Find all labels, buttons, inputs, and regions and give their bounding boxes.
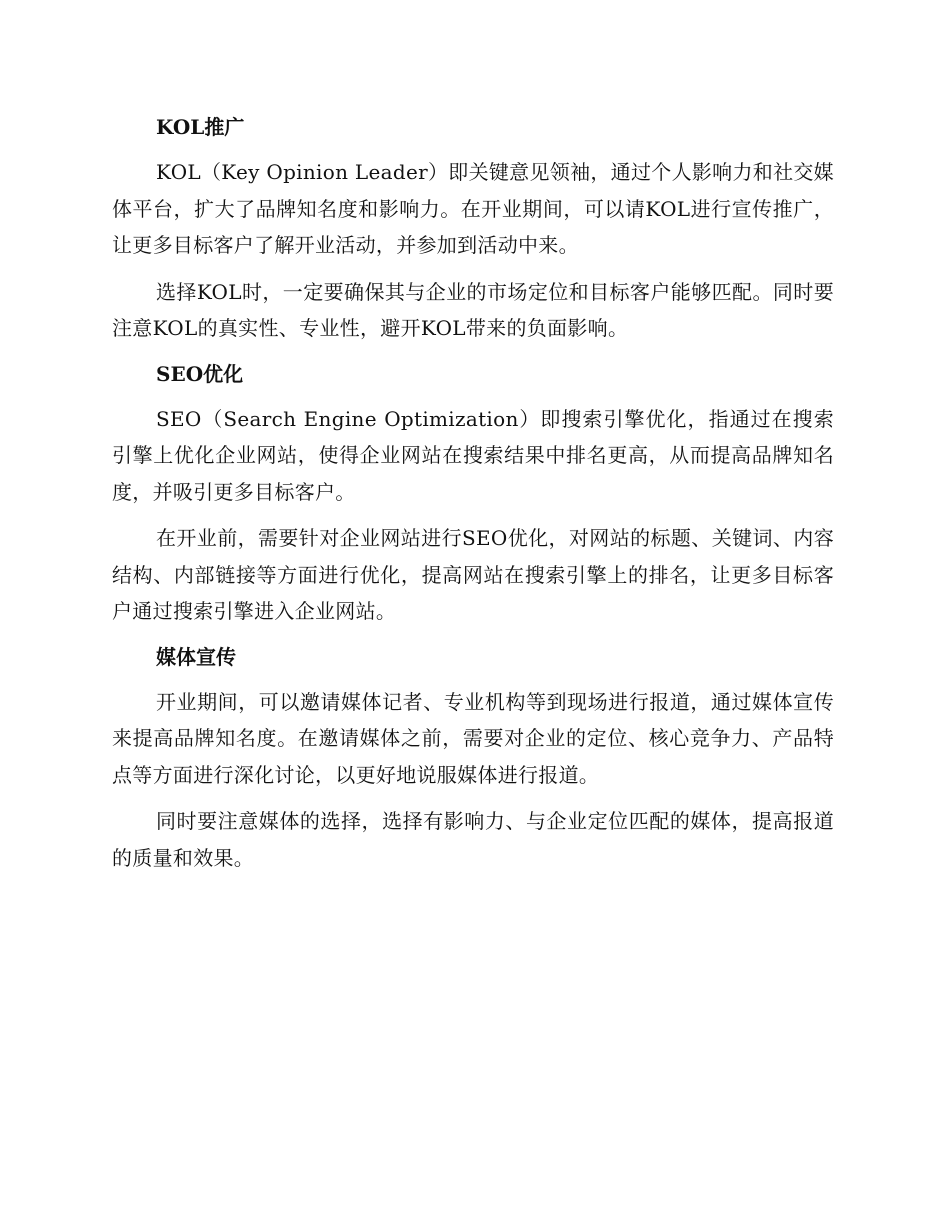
section-heading-kol: KOL推广 [156, 115, 245, 139]
paragraph: 选择KOL时，一定要确保其与企业的市场定位和目标客户能够匹配。同时要注意KOL的真实性、专业性，避开KOL带来的负面影响。 [112, 279, 834, 340]
paragraph: KOL（Key Opinion Leader）即关键意见领袖，通过个人影响力和社交媒体平台，扩大了品牌知名度和影响力。在开业期间，可以请KOL进行宣传推广，让更多目标客户了解开业活动，并参加到活动中来。 [112, 160, 834, 257]
section-heading-seo: SEO优化 [156, 361, 244, 386]
paragraph: 同时要注意媒体的选择，选择有影响力、与企业定位匹配的媒体，提高报道的质量和效果。 [112, 809, 834, 870]
section-heading-media: 媒体宣传 [156, 644, 236, 669]
document-body [112, 110, 834, 886]
paragraph: 在开业前，需要针对企业网站进行SEO优化，对网站的标题、关键词、内容结构、内部链接等方面进行优化，提高网站在搜索引擎上的排名，让更多目标客户通过搜索引擎进入企业网站。 [112, 526, 834, 623]
paragraph: 开业期间，可以邀请媒体记者、专业机构等到现场进行报道，通过媒体宣传来提高品牌知名度。在邀请媒体之前，需要对企业的定位、核心竞争力、产品特点等方面进行深化讨论，以更好地说服媒体进行报道。 [112, 689, 834, 787]
paragraph: SEO（Search Engine Optimization）即搜索引擎优化，指通过在搜索引擎上优化企业网站，使得企业网站在搜索结果中排名更高，从而提高品牌知名度，并吸引更多目标客户。 [112, 406, 834, 504]
